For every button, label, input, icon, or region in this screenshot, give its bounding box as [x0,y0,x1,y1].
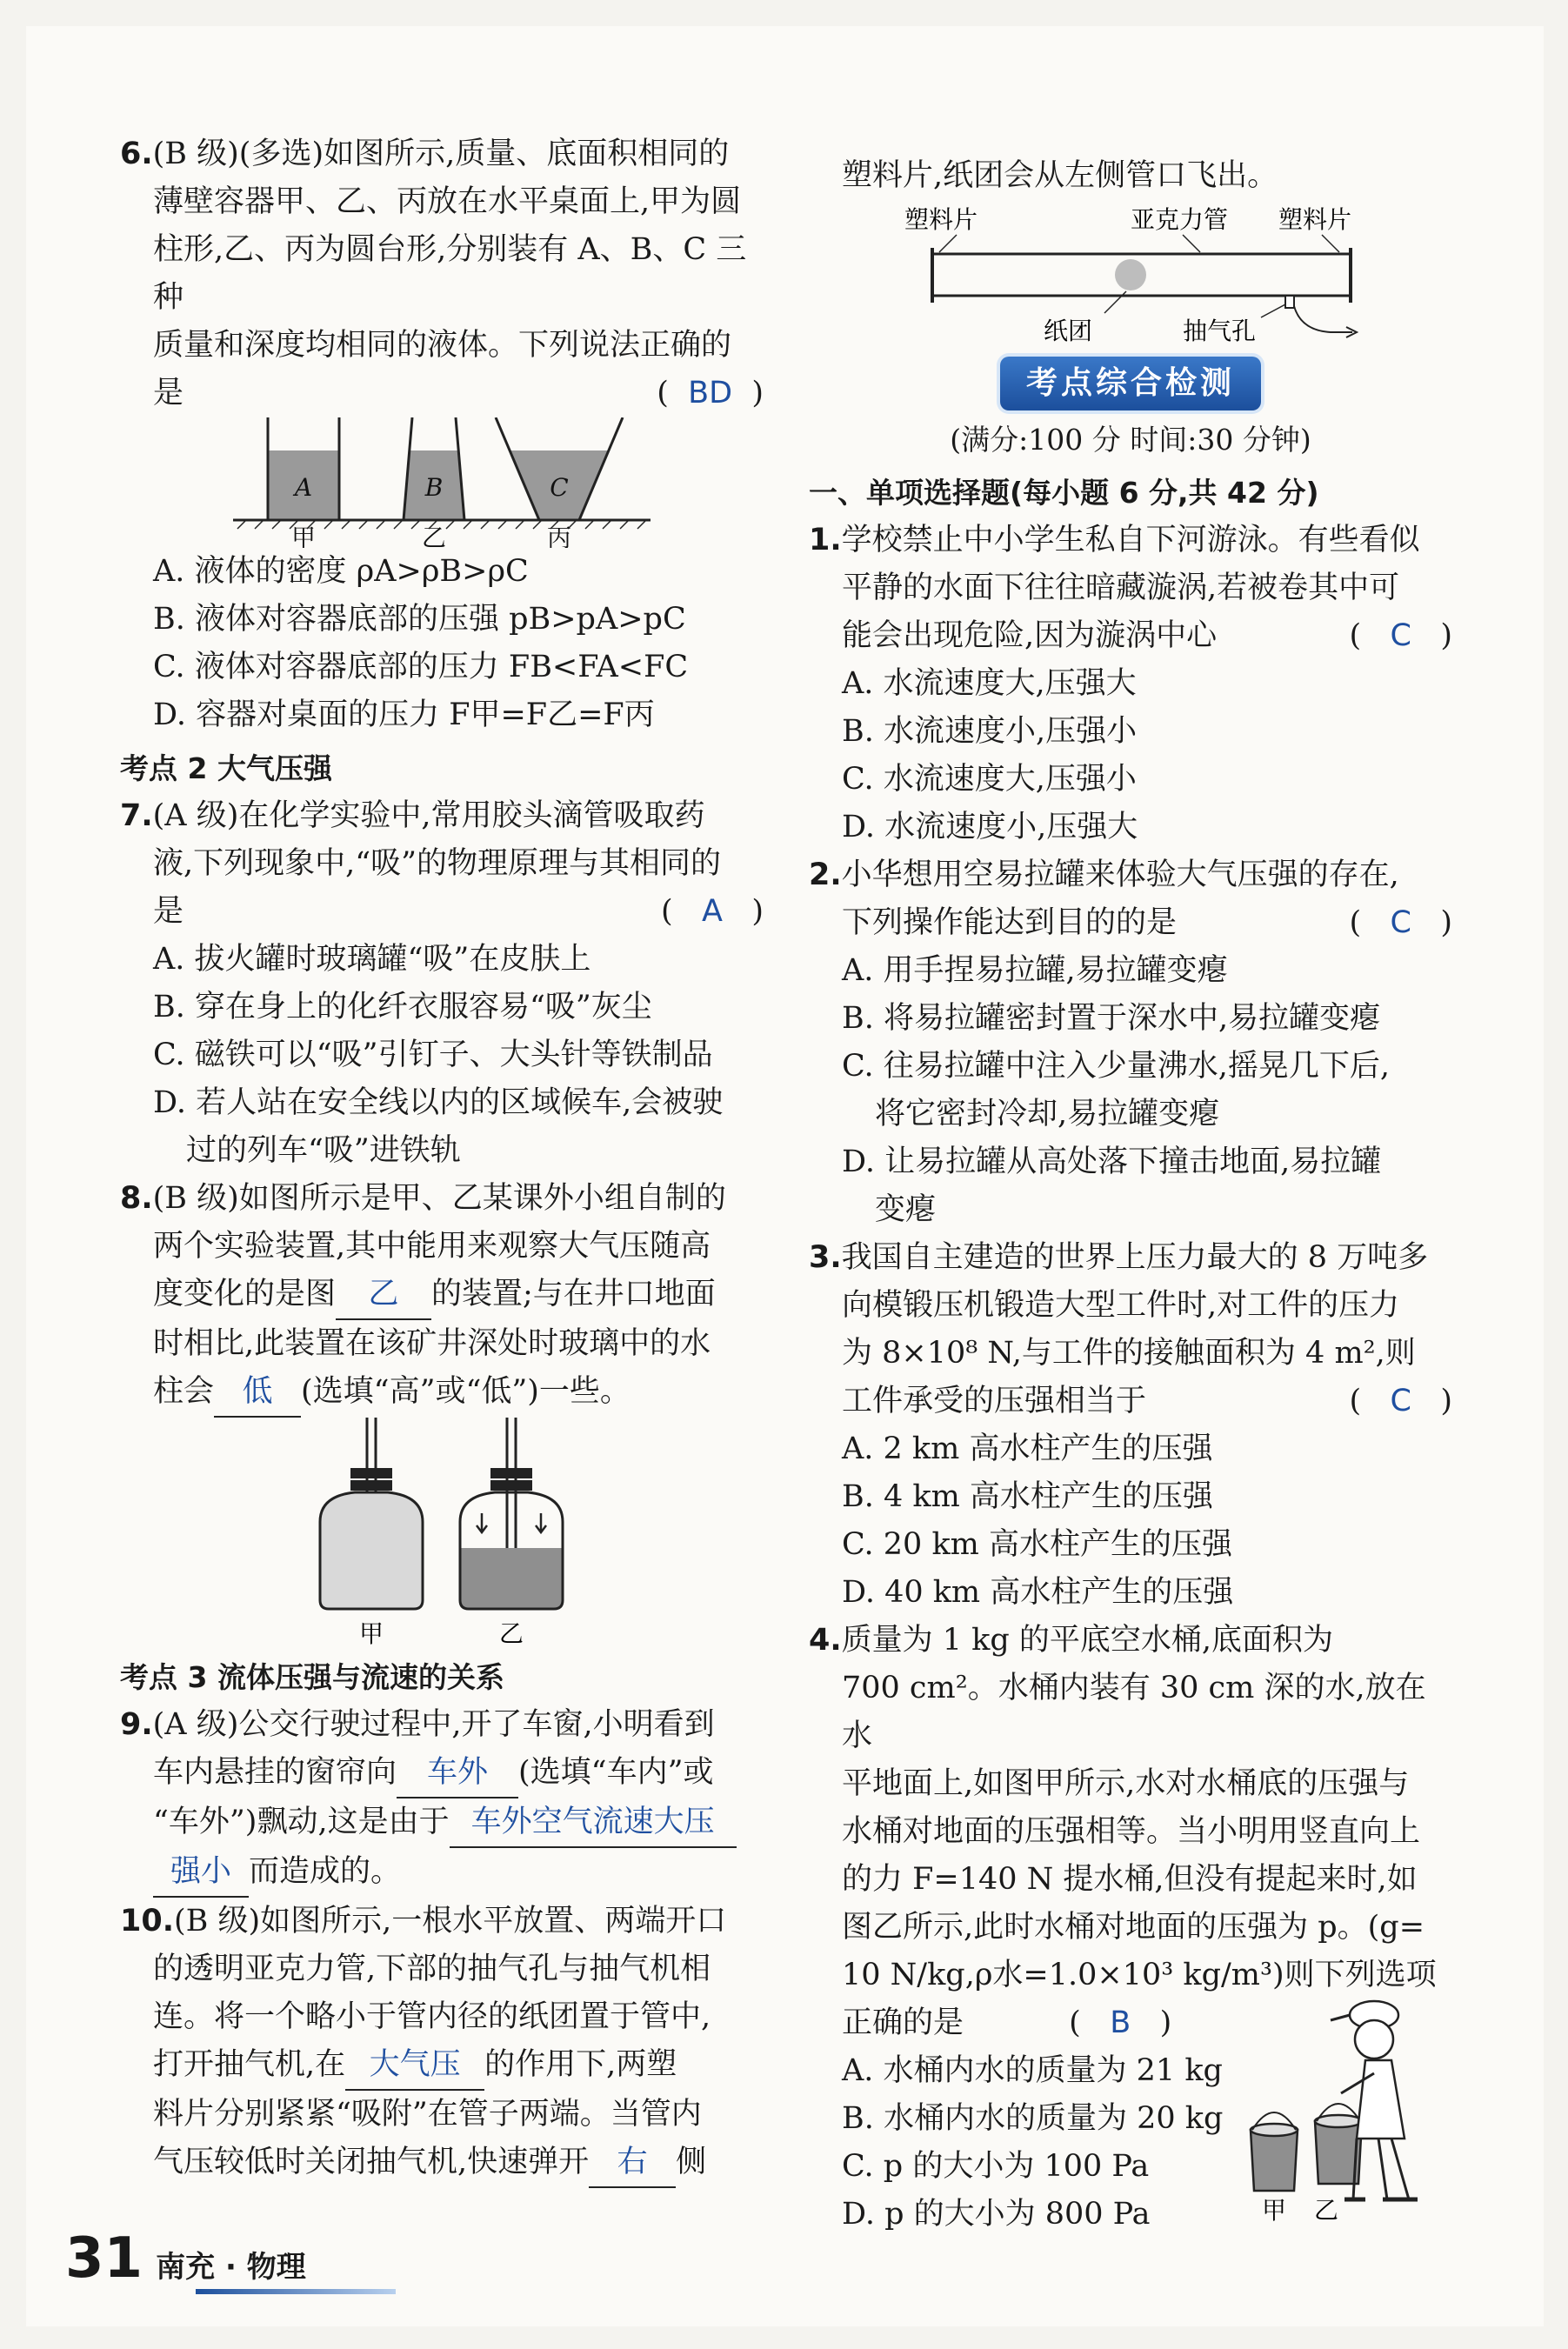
test-question-2 [809,851,1452,1234]
test-meta: (满分:100 分 时间:30 分钟) [950,423,1311,457]
question-text: 能会出现危险,因为漩涡中心 [842,618,1218,653]
option: D. 容器对桌面的压力 F甲=F乙=F丙 [153,697,655,732]
answer-bracket: ( C ) [1349,618,1452,653]
acrylic-tube-figure [870,200,1391,348]
question-text: 打开抽气机,在 [153,2047,346,2082]
question-text: 连。将一个略小于管内径的纸团置于管中, [153,1999,711,2034]
question-7 [120,792,764,1175]
question-text: 柱形,乙、丙为圆台形,分别装有 A、B、C 三种 [153,232,747,315]
question-text: 气压较低时关闭抽气机,快速弹开 [153,2145,590,2179]
test-section-badge: 考点综合检测 [1000,357,1261,410]
option: D. p 的大小为 800 Pa [842,2197,1151,2232]
containers-figure [233,417,651,548]
option: C. 水流速度大,压强小 [842,762,1137,797]
option: C. p 的大小为 100 Pa [842,2149,1150,2184]
question-text: 侧 [676,2145,707,2179]
boy-lifting-bucket-figure [1244,1991,1452,2226]
option: B. 水桶内水的质量为 20 kg [842,2101,1224,2136]
question-text: “车外”)飘动,这是由于 [153,1805,450,1839]
answer: B [1110,2005,1131,2040]
option: A. 拔火罐时玻璃罐“吸”在皮肤上 [153,942,591,977]
bottle-jia-label: 甲 [358,1619,384,1648]
option: A. 液体的密度 ρA>ρB>ρC [153,554,529,589]
answer: BD [688,376,733,410]
question-number: 4. [809,1623,842,1658]
question-text: 工件承受的压强相当于 [842,1384,1147,1418]
option: D. 水流速度小,压强大 [842,810,1138,844]
question-number: 3. [809,1240,842,1275]
option-continued: 变瘪 [875,1192,937,1227]
option: D. 40 km 高水柱产生的压强 [842,1575,1234,1610]
question-text: 质量和深度均相同的液体。下列说法正确的 [153,328,732,363]
question-text: 的透明亚克力管,下部的抽气孔与抽气机相 [153,1952,711,1986]
option: C. 磁铁可以“吸”引钉子、大头针等铁制品 [153,1038,713,1072]
answer-bracket: ( A ) [660,894,764,929]
question-text: 的作用下,两塑 [484,2047,677,2082]
question-text: 小华想用空易拉罐来体验大气压强的存在, [841,858,1399,892]
section-heading: 考点 2 大气压强 [120,751,332,785]
book-region-subject: 南充 · 物理 [156,2250,306,2285]
fill-blank-answer: 大气压 [345,2041,484,2091]
option-continued: 过的列车“吸”进铁轨 [186,1133,461,1168]
option: B. 液体对容器底部的压强 pB>pA>pC [153,602,686,637]
section-heading: 一、单项选择题(每小题 6 分,共 42 分) [809,476,1319,510]
option: B. 穿在身上的化纤衣服容易“吸”灰尘 [153,990,652,1024]
question-text: (B 级)如图所示,一根水平放置、两端开口 [174,1904,727,1939]
question-text: (B 级)如图所示是甲、乙某课外小组自制的 [152,1181,726,1216]
air-hole-label: 抽气孔 [1183,317,1257,345]
answer-bracket: ( C ) [1349,1384,1452,1418]
fill-blank-answer: 车外 [397,1749,518,1798]
fill-blank-answer: 乙 [336,1271,431,1320]
bottle-apparatus-figure [311,1418,572,1648]
question-6 [120,130,764,739]
answer: C [1390,905,1411,940]
option: B. 将易拉罐密封置于深水中,易拉罐变瘪 [842,1001,1381,1036]
fill-blank-answer: 低 [214,1368,301,1418]
question-text: (选填“高”或“低”)一些。 [301,1374,631,1409]
question-text: (选填“车内”或 [518,1755,714,1790]
question-text: (A 级)在化学实验中,常用胶头滴管吸取药 [152,798,705,833]
bottle-yi-label: 乙 [498,1619,524,1648]
option: C. 液体对容器底部的压力 FB<FA<FC [153,650,689,684]
question-text: 薄壁容器甲、乙、丙放在水平桌面上,甲为圆 [153,184,742,219]
question-text: 平地面上,如图甲所示,水对水桶底的压强与 [842,1766,1410,1801]
plastic-sheet-right-label: 塑料片 [1278,205,1352,234]
bucket-jia-label: 甲 [1261,2196,1287,2225]
acrylic-tube-label: 亚克力管 [1131,205,1229,234]
question-text: 柱会 [153,1374,215,1409]
right-column [809,152,1452,2239]
question-number: 1. [809,523,842,557]
question-number: 6. [120,137,153,171]
question-text: (A 级)公交行驶过程中,开了车窗,小明看到 [152,1707,715,1742]
question-10 [120,1898,764,2188]
plastic-sheet-left-label: 塑料片 [904,205,978,234]
answer-bracket: ( C ) [1349,905,1452,940]
option: D. 让易拉罐从高处落下撞击地面,易拉罐 [842,1144,1382,1179]
liquid-b-label: B [424,473,444,502]
question-text: (B 级)(多选)如图所示,质量、底面积相同的 [152,137,730,171]
option: B. 4 km 高水柱产生的压强 [842,1479,1213,1514]
fill-blank-answer: 强小 [153,1848,249,1898]
question-number: 8. [120,1181,153,1216]
question-text: 图乙所示,此时水桶对地面的压强为 p。(g= [842,1910,1425,1945]
answer-bracket: ( BD ) [657,376,764,410]
container-yi-label: 乙 [421,524,447,548]
question-10-continued: 塑料片,纸团会从左侧管口飞出。 [842,158,1278,193]
answer-bracket: ( B ) [1069,2005,1172,2040]
question-text: 下列操作能达到目的的是 [842,905,1178,940]
question-text: 是 [153,376,184,410]
bucket-yi-label: 乙 [1313,2196,1339,2225]
question-text: 质量为 1 kg 的平底空水桶,底面积为 [841,1623,1334,1658]
question-number: 9. [120,1707,153,1742]
left-column [120,130,764,2188]
footer-accent-bar [196,2289,396,2294]
question-text: 是 [153,894,184,929]
option: C. 20 km 高水柱产生的压强 [842,1527,1232,1562]
question-text: 我国自主建造的世界上压力最大的 8 万吨多 [841,1240,1429,1275]
question-text: 的力 F=140 N 提水桶,但没有提起来时,如 [842,1862,1418,1897]
question-text: 学校禁止中小学生私自下河游泳。有些看似 [841,523,1420,557]
question-number: 10. [120,1904,175,1939]
page-number: 31 [65,2226,143,2291]
question-text: 为 8×10⁸ N,与工件的接触面积为 4 m²,则 [842,1336,1416,1371]
test-question-1 [809,517,1452,851]
question-text: 正确的是 [842,2005,964,2040]
question-text: 两个实验装置,其中能用来观察大气压随高 [153,1229,711,1264]
question-text: 向模锻压机锻造大型工件时,对工件的压力 [842,1288,1400,1323]
question-text: 度变化的是图 [153,1277,337,1311]
question-text: 平静的水面下往往暗藏漩涡,若被卷其中可 [842,571,1400,605]
option: B. 水流速度小,压强小 [842,714,1138,749]
option: A. 水流速度大,压强大 [842,666,1137,701]
liquid-a-label: A [294,473,313,502]
question-text: 而造成的。 [249,1854,402,1889]
answer: C [1390,618,1411,653]
test-question-3 [809,1234,1452,1617]
question-9 [120,1701,764,1898]
question-text: 10 N/kg,ρ水=1.0×10³ kg/m³)则下列选项 [842,1958,1437,1992]
question-number: 2. [809,858,842,892]
liquid-c-label: C [550,473,569,502]
answer: A [702,894,723,929]
section-heading: 考点 3 流体压强与流速的关系 [120,1660,504,1694]
question-text: 700 cm²。水桶内装有 30 cm 深的水,放在水 [842,1671,1426,1753]
option: C. 往易拉罐中注入少量沸水,摇晃几下后, [842,1049,1391,1084]
option: A. 水桶内水的质量为 21 kg [842,2053,1223,2088]
page-footer [65,2226,306,2291]
question-number: 7. [120,798,153,833]
container-bing-label: 丙 [546,524,572,548]
question-text: 料片分别紧紧“吸附”在管子两端。当管内 [153,2097,702,2132]
option: A. 2 km 高水柱产生的压强 [842,1431,1213,1466]
question-text: 的装置;与在井口地面 [431,1277,716,1311]
test-question-4 [809,1617,1452,2239]
fill-blank-answer: 右 [589,2139,676,2188]
question-text: 车内悬挂的窗帘向 [153,1755,397,1790]
container-jia-label: 甲 [290,524,317,548]
option-continued: 将它密封冷却,易拉罐变瘪 [875,1097,1220,1131]
option: D. 若人站在安全线以内的区域候车,会被驶 [153,1085,724,1120]
question-text: 时相比,此装置在该矿井深处时玻璃中的水 [153,1326,711,1361]
option: A. 用手捏易拉罐,易拉罐变瘪 [842,953,1228,988]
question-8 [120,1175,764,1648]
paper-ball-label: 纸团 [1044,317,1093,345]
answer: C [1390,1384,1411,1418]
question-text: 水桶对地面的压强相等。当小明用竖直向上 [842,1814,1421,1849]
fill-blank-answer: 车外空气流速大压 [450,1798,737,1848]
question-text: 液,下列现象中,“吸”的物理原理与其相同的 [153,846,722,881]
